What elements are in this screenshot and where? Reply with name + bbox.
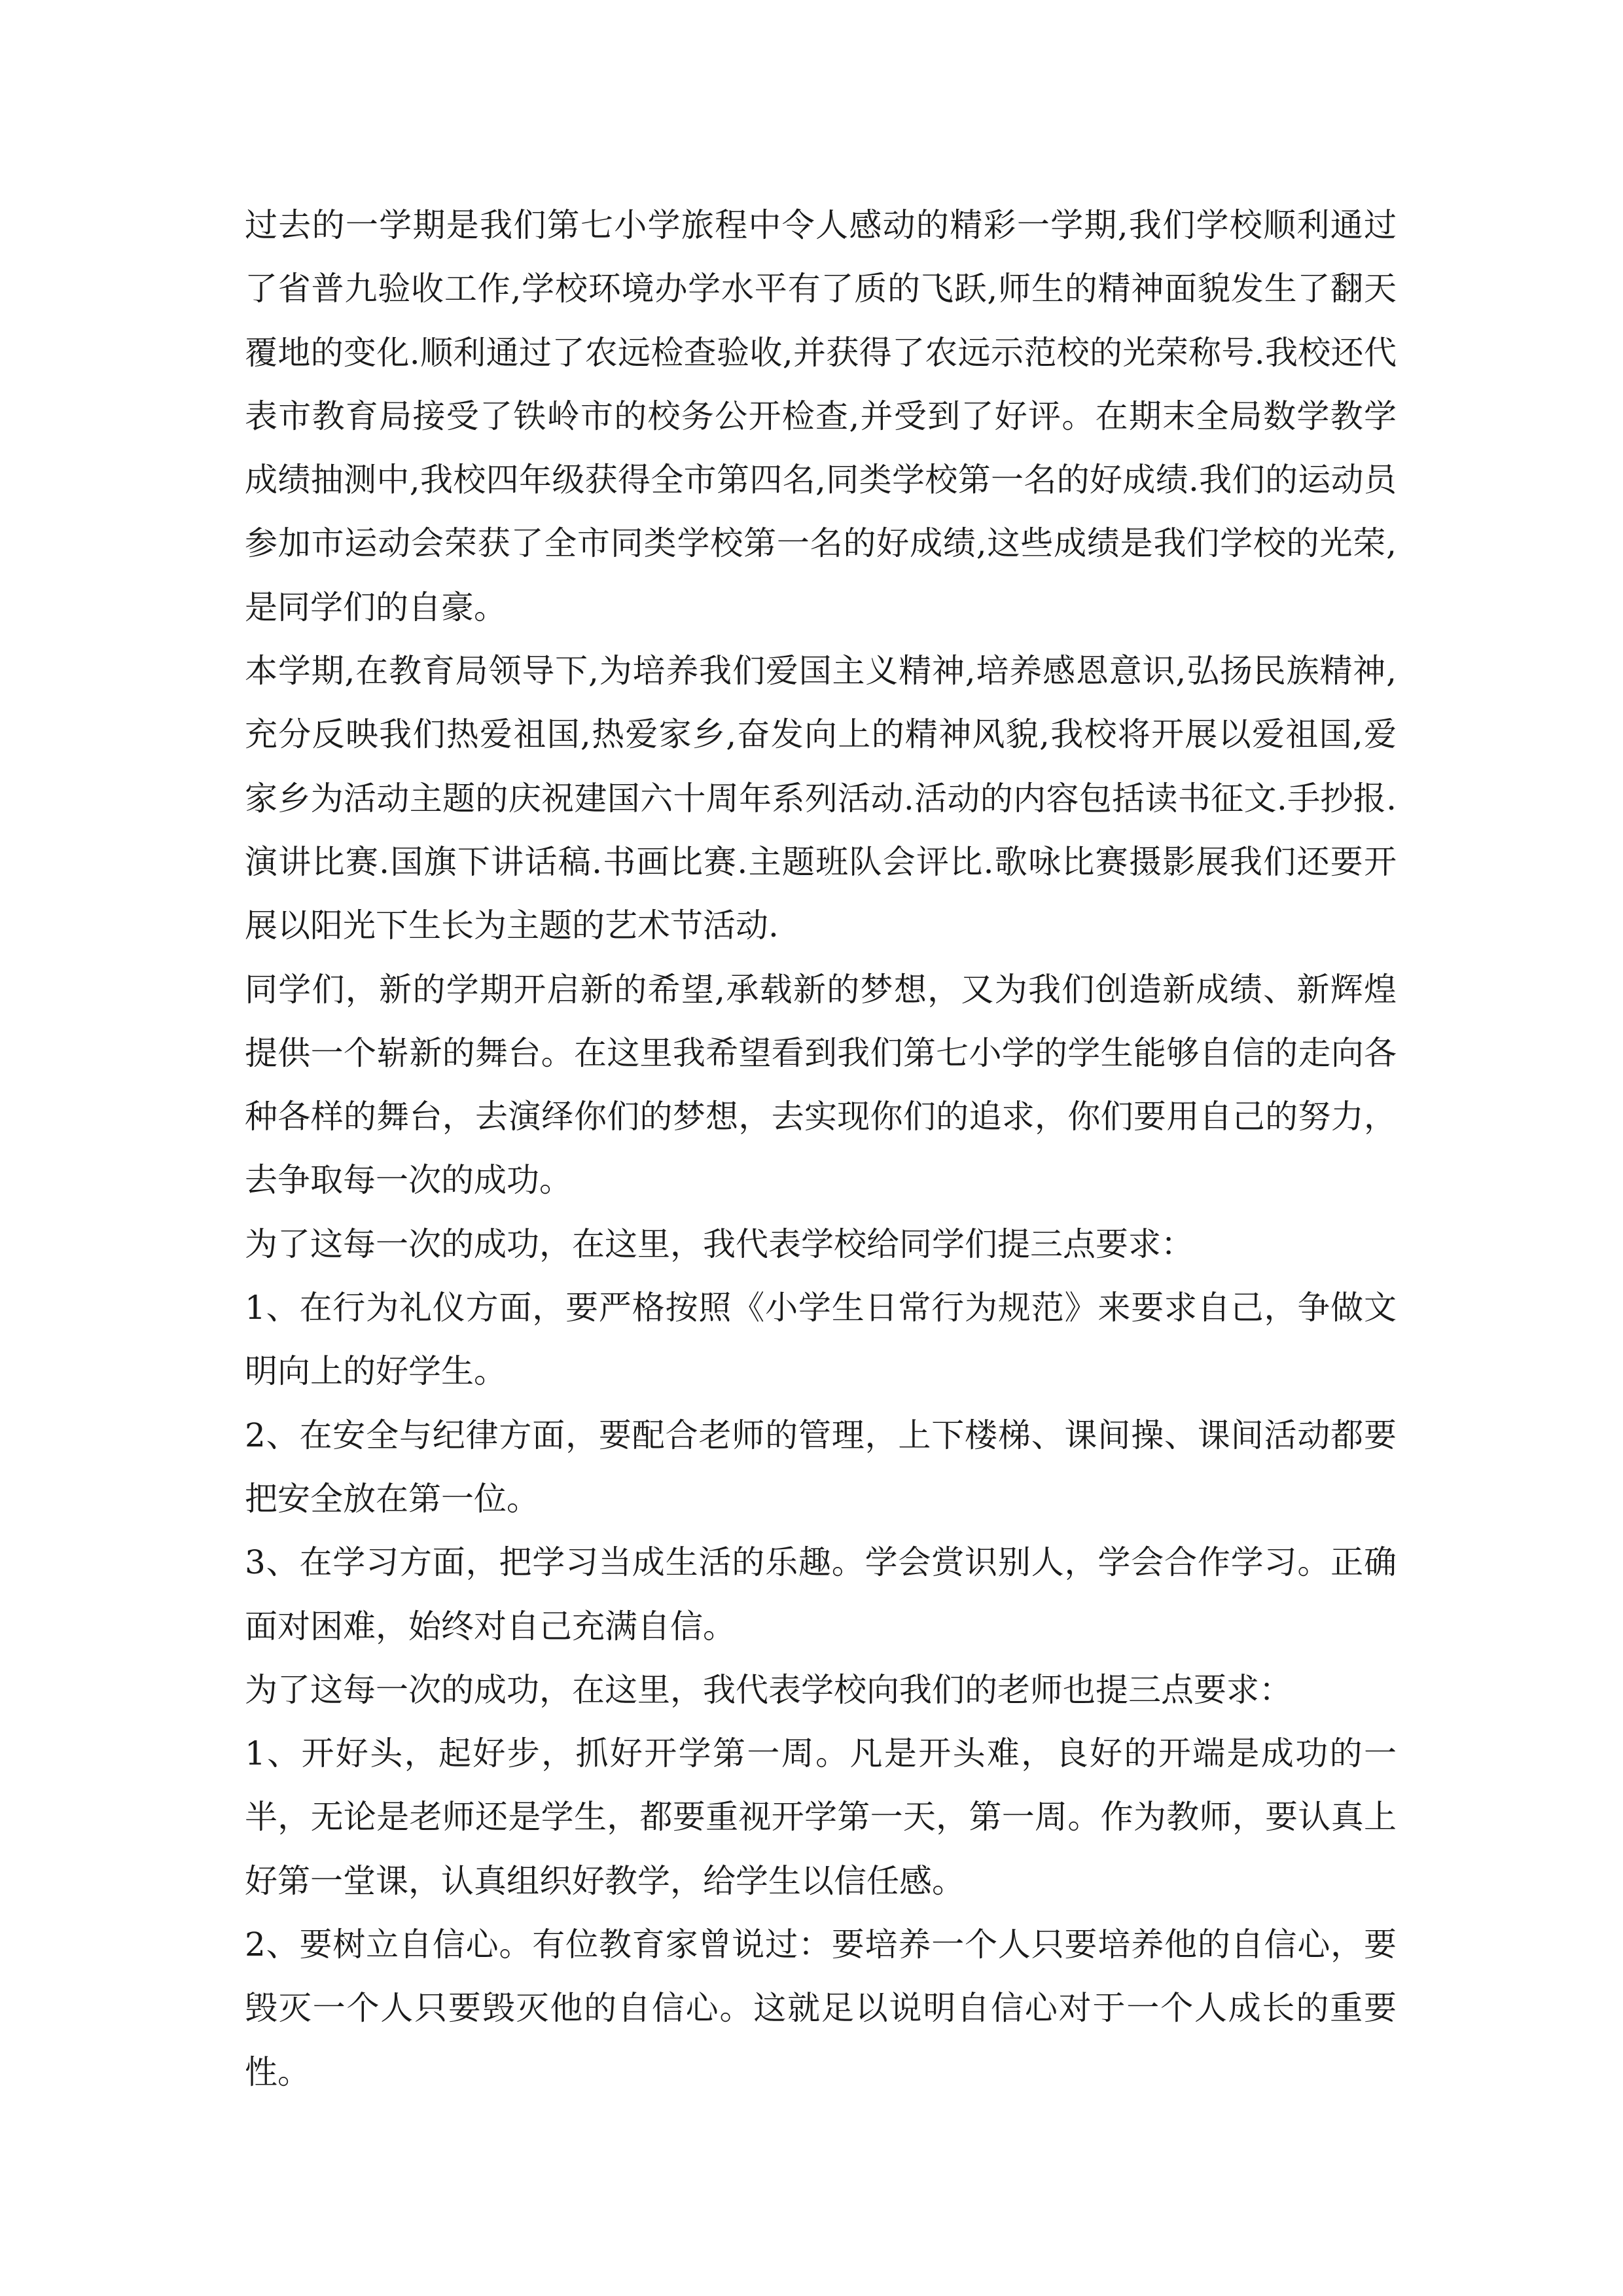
paragraph-teacher-requirements-intro: 为了这每一次的成功，在这里，我代表学校向我们的老师也提三点要求： bbox=[245, 1670, 1292, 1709]
paragraph-semester-activities: 本学期,在教育局领导下,为培养我们爱国主义精神,培养感恩意识,弘扬民族精神,充分反映我们热爱祖国,热爱家乡,奋发向上的精神风貌,我校将开展以爱祖国,爱家乡为活动主题的庆祝建国六十周年系列活动.活动的内容包括读书征文.手抄报.演讲比赛.国旗下讲话稿.书画比赛.主题班队会评比.歌咏比赛摄影展我们还要开展以阳光下生长为主题的艺术节活动. bbox=[245, 652, 1397, 945]
paragraph-student-requirements-intro: 为了这每一次的成功，在这里，我代表学校给同学们提三点要求： bbox=[245, 1225, 1194, 1263]
paragraph-student-requirement-3: 3、在学习方面，把学习当成生活的乐趣。学会赏识别人，学会合作学习。正确面对困难，始终对自己充满自信。 bbox=[245, 1543, 1397, 1645]
paragraph-teacher-requirement-2: 2、要树立自信心。有位教育家曾说过：要培养一个人只要培养他的自信心，要毁灭一个人只要毁灭他的自信心。这就足以说明自信心对于一个人成长的重要性。 bbox=[245, 1926, 1397, 2091]
paragraph-teacher-requirement-1: 1、开好头，起好步，抓好开学第一周。凡是开头难，良好的开端是成功的一半，无论是老师还是学生，都要重视开学第一天，第一周。作为教师，要认真上好第一堂课，认真组织好教学，给学生以信任感。 bbox=[245, 1734, 1397, 1900]
paragraph-semester-review: 过去的一学期是我们第七小学旅程中令人感动的精彩一学期,我们学校顺利通过了省普九验收工作,学校环境办学水平有了质的飞跃,师生的精神面貌发生了翻天覆地的变化.顺利通过了农远检查验收,并获得了农远示范校的光荣称号.我校还代表市教育局接受了铁岭市的校务公开检查,并受到了好评。在期末全局数学教学成绩抽测中,我校四年级获得全市第四名,同类学校第一名的好成绩.我们的运动员参加市运动会荣获了全市同类学校第一名的好成绩,这些成绩是我们学校的光荣,是同学们的自豪。 bbox=[245, 206, 1397, 626]
paragraph-student-requirement-2: 2、在安全与纪律方面，要配合老师的管理，上下楼梯、课间操、课间活动都要把安全放在第一位。 bbox=[245, 1416, 1397, 1518]
paragraph-student-requirement-1: 1、在行为礼仪方面，要严格按照《小学生日常行为规范》来要求自己，争做文明向上的好学生。 bbox=[245, 1289, 1397, 1391]
paragraph-encouragement: 同学们，新的学期开启新的希望,承载新的梦想，又为我们创造新成绩、新辉煌提供一个崭新的舞台。在这里我希望看到我们第七小学的学生能够自信的走向各种各样的舞台，去演绎你们的梦想，去实现你们的追求，你们要用自己的努力，去争取每一次的成功。 bbox=[245, 970, 1397, 1200]
document-body bbox=[245, 194, 1397, 2104]
